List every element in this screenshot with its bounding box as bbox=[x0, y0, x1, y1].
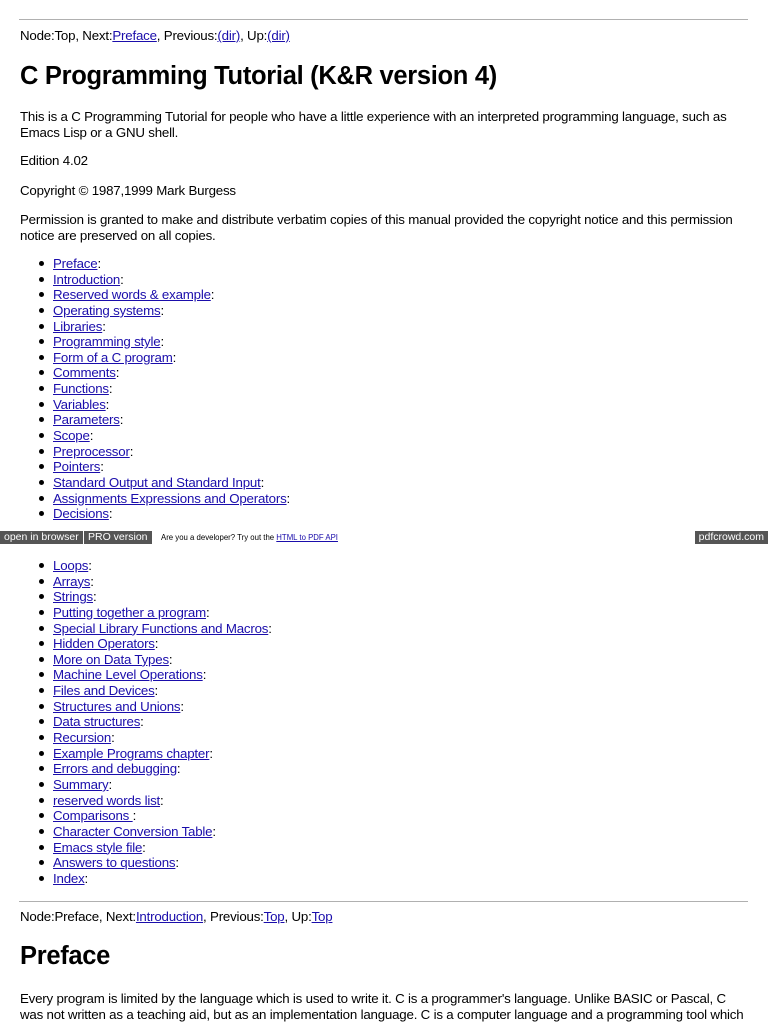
toc-suffix: : bbox=[120, 271, 124, 287]
bullet-icon bbox=[39, 277, 44, 282]
preface-paragraph: Every program is limited by the language which is used to write it. C is a programmer's language. Unlike BASIC or Pascal, C was not written as a teaching aid, but as an implementation language. C is a computer language and a programming tool which bbox=[20, 991, 744, 1022]
bullet-icon bbox=[39, 657, 44, 662]
toc-item bbox=[53, 334, 290, 350]
toc-suffix: : bbox=[205, 604, 210, 620]
toc-suffix: : bbox=[115, 365, 120, 381]
toc-suffix: : bbox=[92, 589, 97, 605]
bullet-icon bbox=[39, 511, 44, 516]
toc-suffix: : bbox=[108, 776, 112, 792]
bullet-icon bbox=[39, 672, 44, 677]
toc-suffix: : bbox=[168, 651, 173, 667]
toc-suffix: : bbox=[172, 349, 177, 365]
toc-suffix: : bbox=[142, 839, 146, 855]
nav-up-label: , Up: bbox=[240, 28, 268, 43]
toc-item bbox=[53, 303, 290, 319]
bullet-icon bbox=[39, 594, 44, 599]
toc-link[interactable]: Character Conversion Table bbox=[53, 823, 213, 839]
toc-suffix: : bbox=[180, 698, 184, 714]
toc-link[interactable]: Operating systems bbox=[53, 302, 161, 318]
toc-link[interactable]: Reserved words & example bbox=[53, 287, 211, 303]
toc-link[interactable]: Assignments Expressions and Operators bbox=[53, 490, 287, 506]
page-title: C Programming Tutorial (K&R version 4) bbox=[20, 62, 497, 90]
toc-suffix: : bbox=[100, 459, 104, 475]
toc-suffix: : bbox=[90, 573, 94, 589]
toc-suffix: : bbox=[160, 302, 164, 318]
toc-item bbox=[53, 428, 290, 444]
bullet-icon bbox=[39, 370, 44, 375]
toc-item bbox=[53, 350, 290, 366]
bullet-icon bbox=[39, 417, 44, 422]
toc-suffix: : bbox=[268, 620, 272, 636]
toc-link[interactable]: Programming style bbox=[53, 334, 161, 350]
toc-suffix: : bbox=[154, 636, 159, 652]
toc-link[interactable]: Introduction bbox=[53, 271, 121, 287]
toc-link[interactable]: Scope bbox=[53, 428, 90, 444]
bullet-icon bbox=[39, 579, 44, 584]
toc-item bbox=[53, 777, 272, 793]
bullet-icon bbox=[39, 626, 44, 631]
bullet-icon bbox=[39, 641, 44, 646]
toc-suffix: : bbox=[212, 823, 216, 839]
toc-link[interactable]: Decisions bbox=[53, 506, 109, 522]
developer-promo bbox=[161, 530, 338, 545]
toc-link[interactable]: More on Data Types bbox=[53, 651, 169, 667]
toc-item bbox=[53, 824, 272, 840]
toc-item bbox=[53, 365, 290, 381]
toc-suffix: : bbox=[84, 870, 89, 886]
toc-suffix: : bbox=[129, 443, 134, 459]
pdfcrowd-brand[interactable]: pdfcrowd.com bbox=[695, 531, 768, 544]
toc-link[interactable]: Data structures bbox=[53, 714, 141, 730]
bullet-icon bbox=[39, 386, 44, 391]
bullet-icon bbox=[39, 496, 44, 501]
bullet-icon bbox=[39, 735, 44, 740]
toc-link[interactable]: Functions bbox=[53, 381, 109, 397]
toc-item bbox=[53, 459, 290, 475]
toc-link[interactable]: Arrays bbox=[53, 573, 91, 589]
toc-item bbox=[53, 506, 290, 522]
toc-item bbox=[53, 714, 272, 730]
toc-item bbox=[53, 808, 272, 824]
toc-item bbox=[53, 589, 272, 605]
toc-suffix: : bbox=[260, 474, 265, 490]
html-to-pdf-api-link[interactable]: HTML to PDF API bbox=[276, 533, 338, 542]
toc-item bbox=[53, 855, 272, 871]
toc-item bbox=[53, 667, 272, 683]
toc-suffix: : bbox=[176, 761, 181, 777]
nav-up-link[interactable]: Top bbox=[311, 909, 333, 924]
toc-item bbox=[53, 272, 290, 288]
toc-link[interactable]: Answers to questions bbox=[53, 855, 176, 871]
bullet-icon bbox=[39, 751, 44, 756]
developer-promo-text: Are you a developer? Try out the bbox=[161, 533, 277, 542]
toc-suffix: : bbox=[88, 558, 92, 573]
bullet-icon bbox=[39, 766, 44, 771]
toc-item bbox=[53, 574, 272, 590]
bullet-icon bbox=[39, 464, 44, 469]
toc-suffix: : bbox=[132, 808, 137, 824]
toc-suffix: : bbox=[111, 730, 115, 746]
toc-link[interactable]: Index bbox=[53, 870, 85, 886]
toc-link[interactable]: Errors and debugging bbox=[53, 761, 177, 777]
toc-item bbox=[53, 475, 290, 491]
node-navigation-top bbox=[20, 28, 290, 44]
toc-link[interactable]: reserved words list bbox=[53, 792, 161, 808]
toc-item bbox=[53, 730, 272, 746]
toc-link[interactable]: Files and Devices bbox=[53, 683, 155, 699]
toc-suffix: : bbox=[209, 745, 213, 761]
nav-prev-label: , Previous: bbox=[203, 909, 264, 924]
toc-item bbox=[53, 491, 290, 507]
bullet-icon bbox=[39, 480, 44, 485]
pdf-conversion-bar bbox=[0, 530, 768, 545]
bullet-icon bbox=[39, 798, 44, 803]
preface-heading: Preface bbox=[20, 942, 111, 970]
bullet-icon bbox=[39, 719, 44, 724]
toc-link[interactable]: Recursion bbox=[53, 730, 112, 746]
toc-link[interactable]: Preprocessor bbox=[53, 443, 130, 459]
edition-text: Edition 4.02 bbox=[20, 153, 88, 168]
toc-suffix: : bbox=[202, 667, 207, 683]
nav-prev-label: , Previous: bbox=[156, 28, 218, 43]
toc-suffix: : bbox=[286, 490, 291, 506]
toc-item bbox=[53, 397, 290, 413]
toc-item bbox=[53, 683, 272, 699]
toc-suffix: : bbox=[154, 683, 159, 699]
nav-node-label: Node:Preface, Next: bbox=[20, 909, 136, 924]
bullet-icon bbox=[39, 829, 44, 834]
toc-suffix: : bbox=[108, 381, 113, 397]
toc-item bbox=[53, 558, 272, 574]
toc-suffix: : bbox=[160, 334, 164, 350]
bullet-icon bbox=[39, 449, 44, 454]
bullet-icon bbox=[39, 704, 44, 709]
toc-suffix: : bbox=[140, 714, 144, 730]
toc-item bbox=[53, 412, 290, 428]
bullet-icon bbox=[39, 339, 44, 344]
toc-link[interactable]: Structures and Unions bbox=[53, 698, 181, 714]
toc-item bbox=[53, 840, 272, 856]
toc-item bbox=[53, 699, 272, 715]
toc-suffix: : bbox=[175, 855, 179, 871]
bullet-icon bbox=[39, 845, 44, 850]
toc-suffix: : bbox=[97, 256, 101, 271]
toc-suffix: : bbox=[210, 287, 215, 303]
toc-item bbox=[53, 381, 290, 397]
nav-up-label: , Up: bbox=[284, 909, 312, 924]
toc-suffix: : bbox=[105, 396, 110, 412]
permission-paragraph: Permission is granted to make and distribute verbatim copies of this manual provided the copyright notice and this permission notice are preserved on all copies. bbox=[20, 212, 733, 243]
toc-item bbox=[53, 746, 272, 762]
bullet-icon bbox=[39, 355, 44, 360]
toc-link[interactable]: Special Library Functions and Macros bbox=[53, 620, 269, 636]
bullet-icon bbox=[39, 563, 44, 568]
copyright-text: Copyright © 1987,1999 Mark Burgess bbox=[20, 183, 236, 198]
toc-link[interactable]: Preface bbox=[53, 256, 98, 271]
toc-link[interactable]: Parameters bbox=[53, 412, 120, 428]
toc-link[interactable]: Comparisons bbox=[53, 808, 133, 824]
toc-link[interactable]: Variables bbox=[53, 396, 106, 412]
toc-item bbox=[53, 319, 290, 335]
toc-link[interactable]: Example Programs chapter bbox=[53, 745, 210, 761]
nav-next-link[interactable]: Preface bbox=[112, 28, 157, 43]
toc-item bbox=[53, 605, 272, 621]
bullet-icon bbox=[39, 688, 44, 693]
toc-suffix: : bbox=[89, 428, 94, 444]
toc-link[interactable]: Emacs style file bbox=[53, 839, 143, 855]
pro-version-button[interactable]: PRO version bbox=[84, 531, 152, 544]
toc-link[interactable]: Summary bbox=[53, 776, 109, 792]
intro-paragraph: This is a C Programming Tutorial for people who have a little experience with an interpreted programming language, such as Emacs Lisp or a GNU shell. bbox=[20, 109, 727, 140]
toc-link[interactable]: Libraries bbox=[53, 318, 103, 334]
toc-item bbox=[53, 621, 272, 637]
toc-link[interactable]: Pointers bbox=[53, 459, 101, 475]
toc-item bbox=[53, 287, 290, 303]
preface-divider bbox=[19, 901, 748, 902]
bullet-icon bbox=[39, 402, 44, 407]
toc-link[interactable]: Machine Level Operations bbox=[53, 667, 203, 683]
bullet-icon bbox=[39, 324, 44, 329]
toc-suffix: : bbox=[160, 792, 164, 808]
bullet-icon bbox=[39, 308, 44, 313]
nav-previous-link[interactable]: (dir) bbox=[217, 28, 241, 43]
toc-suffix: : bbox=[119, 412, 124, 428]
nav-up-link[interactable]: (dir) bbox=[267, 28, 290, 43]
toc-link[interactable]: Standard Output and Standard Input bbox=[53, 474, 261, 490]
node-navigation-preface bbox=[20, 909, 332, 925]
toc-link[interactable]: Loops bbox=[53, 558, 89, 573]
table-of-contents-part2 bbox=[20, 558, 272, 886]
toc-item bbox=[53, 871, 272, 887]
toc-link[interactable]: Putting together a program bbox=[53, 604, 206, 620]
bullet-icon bbox=[39, 782, 44, 787]
toc-item bbox=[53, 761, 272, 777]
toc-suffix: : bbox=[108, 506, 113, 522]
bullet-icon bbox=[39, 876, 44, 881]
toc-link[interactable]: Strings bbox=[53, 589, 93, 605]
toc-item bbox=[53, 256, 290, 272]
open-in-browser-button[interactable]: open in browser bbox=[0, 531, 83, 544]
nav-node-label: Node:Top, Next: bbox=[20, 28, 113, 43]
toc-link[interactable]: Comments bbox=[53, 365, 116, 381]
toc-item bbox=[53, 793, 272, 809]
bullet-icon bbox=[39, 610, 44, 615]
bullet-icon bbox=[39, 860, 44, 865]
table-of-contents-part1 bbox=[20, 256, 290, 522]
toc-link[interactable]: Form of a C program bbox=[53, 349, 173, 365]
toc-suffix: : bbox=[102, 318, 106, 334]
top-divider bbox=[19, 19, 748, 20]
toc-item bbox=[53, 636, 272, 652]
toc-link[interactable]: Hidden Operators bbox=[53, 636, 155, 652]
bullet-icon bbox=[39, 433, 44, 438]
bullet-icon bbox=[39, 813, 44, 818]
toc-item bbox=[53, 652, 272, 668]
bullet-icon bbox=[39, 261, 44, 266]
nav-next-link[interactable]: Introduction bbox=[135, 909, 204, 924]
bullet-icon bbox=[39, 292, 44, 297]
nav-previous-link[interactable]: Top bbox=[263, 909, 285, 924]
toc-item bbox=[53, 444, 290, 460]
